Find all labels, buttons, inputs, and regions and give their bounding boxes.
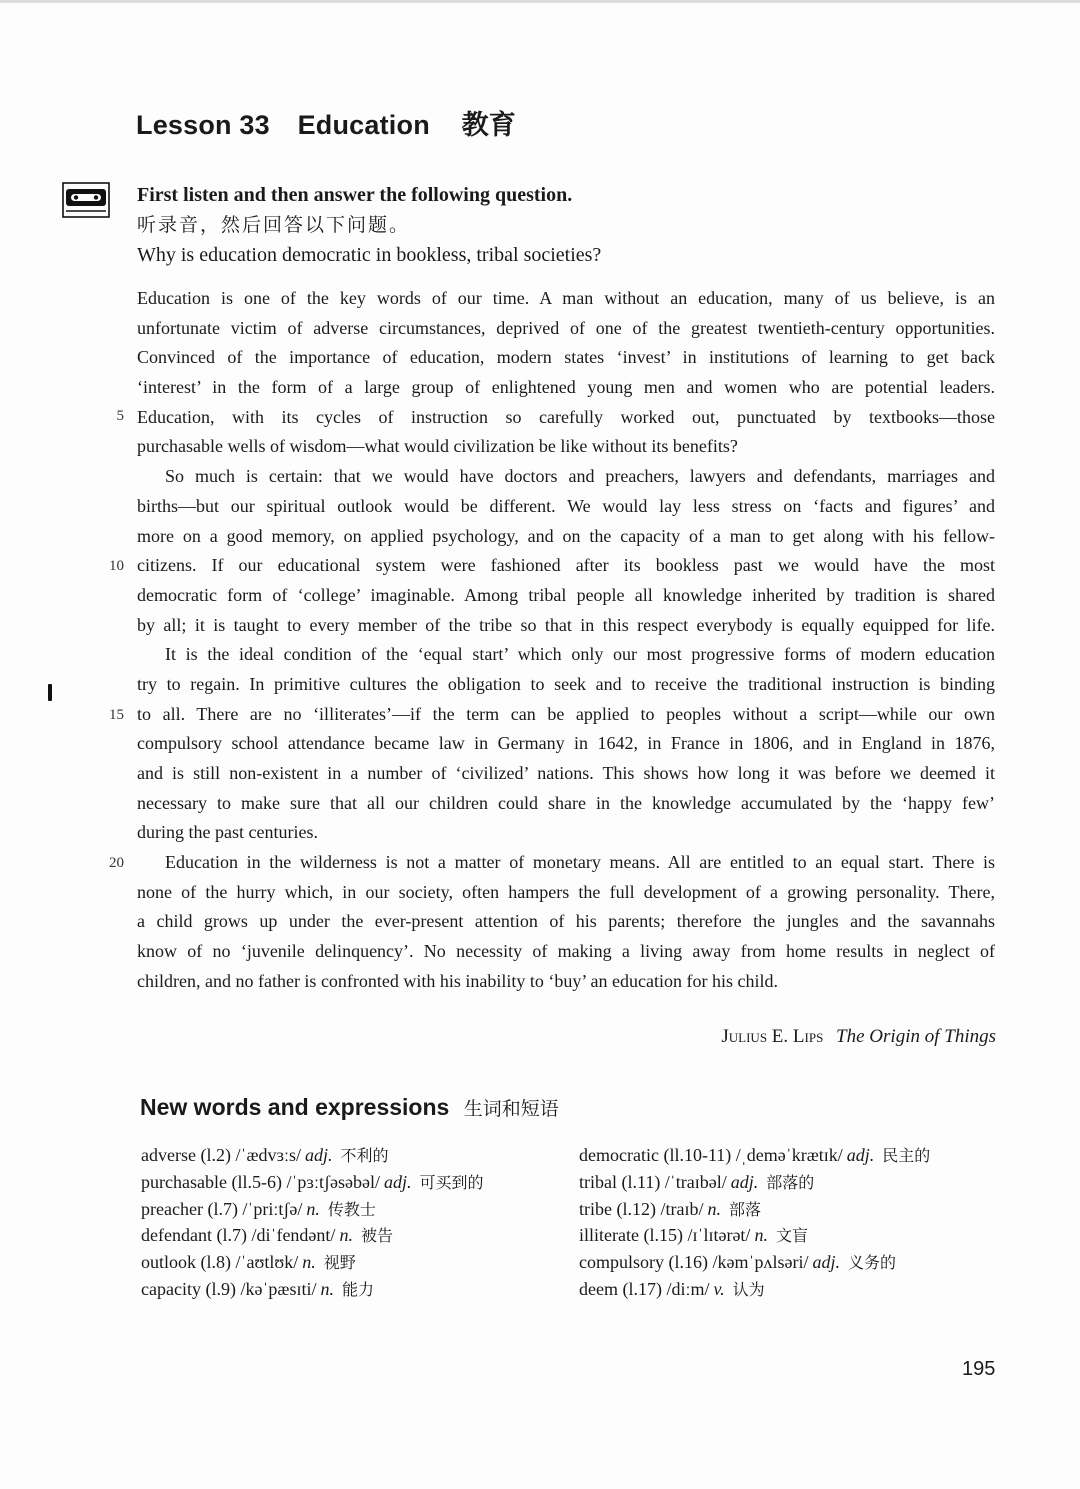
vocab-word: adverse (l.2) /ˈædvɜːs/	[141, 1145, 302, 1165]
cassette-tape-icon	[62, 182, 110, 218]
passage-line: during the past centuries.	[137, 822, 318, 843]
passage-line: try to regain. In primitive cultures the obligation to seek and to receive the traditional instruction is binding	[137, 673, 995, 694]
vocab-heading	[140, 1094, 559, 1121]
lesson-subject: Education	[297, 110, 430, 140]
vocab-item	[579, 1249, 930, 1276]
vocab-word: tribal (l.11) /ˈtraɪbəl/	[579, 1171, 727, 1192]
vocab-word: defendant (l.7) /diˈfendənt/	[141, 1225, 336, 1246]
vocab-word: purchasable (ll.5-6) /ˈpɜːtʃəsəbəl/	[141, 1171, 380, 1192]
passage-line: Convinced of the importance of education, modern states ‘invest’ in institutions of learning to get back	[137, 347, 995, 368]
vocab-pos: v.	[713, 1278, 725, 1299]
vocab-meaning: 民主的	[882, 1146, 931, 1165]
line-number: 5	[116, 408, 124, 424]
vocab-word: compulsory (l.16) /kəmˈpʌlsəri/	[579, 1252, 809, 1273]
lesson-title	[136, 103, 516, 142]
question-instruction-en: First listen and then answer the following question.	[137, 184, 573, 206]
vocab-meaning: 视野	[323, 1253, 356, 1273]
vocab-pos: n.	[302, 1252, 316, 1273]
vocab-item	[141, 1222, 484, 1249]
source-author: Julius E. Lips	[721, 1026, 824, 1047]
vocab-pos: n.	[339, 1225, 353, 1246]
vocab-meaning: 被告	[360, 1226, 393, 1246]
vocab-item	[579, 1169, 930, 1196]
passage-line: citizens. If our educational system were fashioned after its bookless past we would have the most	[137, 555, 995, 576]
line-number: 10	[109, 558, 124, 574]
vocab-item	[141, 1196, 484, 1223]
vocab-meaning: 部落的	[766, 1172, 815, 1192]
vocab-heading-en: New words and expressions	[140, 1094, 450, 1120]
source-citation	[721, 1026, 996, 1048]
passage-line: purchasable wells of wisdom—what would civilization be like without its benefits?	[137, 436, 738, 457]
vocab-pos: adj.	[812, 1252, 840, 1273]
vocab-item	[141, 1276, 484, 1303]
vocab-pos: n.	[320, 1278, 334, 1299]
vocab-item	[579, 1276, 930, 1303]
question-instruction-cn: 听录音，然后回答以下问题。	[137, 214, 411, 236]
passage-line: none of the hurry which, in our society, often hampers the full development of a growing personality. There,	[137, 881, 995, 902]
vocab-meaning: 认为	[732, 1279, 765, 1299]
line-number: 15	[109, 707, 124, 723]
vocab-pos: adj.	[730, 1171, 759, 1192]
vocab-list-right	[579, 1142, 930, 1303]
passage-line: So much is certain: that we would have doctors and preachers, lawyers and defendants, marriages and	[165, 466, 995, 487]
passage-line: a child grows up under the ever-present attention of his parents; therefore the jungles and the savannahs	[137, 911, 995, 932]
passage-line: children, and no father is confronted with his inability to ‘buy’ an education for his child.	[137, 970, 779, 991]
passage-line: compulsory school attendance became law in Germany in 1642, in France in 1806, and in England in 1876,	[137, 733, 995, 754]
page-top-edge	[0, 0, 1080, 3]
vocab-pos: n.	[306, 1198, 320, 1219]
vocab-meaning: 不利的	[340, 1146, 389, 1165]
vocab-word: outlook (l.8) /ˈaʊtlʊk/	[141, 1252, 299, 1273]
vocab-meaning: 传教士	[327, 1199, 376, 1219]
vocab-pos: adj.	[305, 1145, 333, 1165]
vocab-word: capacity (l.9) /kəˈpæsɪti/	[141, 1278, 317, 1299]
lesson-label: Lesson 33	[136, 110, 270, 140]
vocab-pos: n.	[754, 1225, 768, 1246]
passage	[137, 284, 995, 997]
passage-line: births—but our spiritual outlook would be different. We would lay less stress on ‘facts and figures’ and	[137, 495, 995, 516]
passage-line: to all. There are no ‘illiterates’—if the term can be applied to peoples without a script—while our own	[137, 703, 995, 724]
passage-line: know of no ‘juvenile delinquency’. No necessity of making a living away from home results in neglect of	[137, 941, 995, 962]
passage-line: ‘interest’ in the form of a large group of enlightened young men and women who are potential leaders.	[137, 377, 995, 398]
margin-mark	[48, 684, 52, 701]
vocab-item	[579, 1142, 930, 1169]
vocab-pos: n.	[707, 1198, 721, 1219]
vocab-item	[579, 1196, 930, 1223]
vocab-item	[141, 1169, 484, 1196]
page-number: 195	[962, 1358, 996, 1380]
source-book: The Origin of Things	[836, 1026, 996, 1047]
passage-line: and is still non-existent in a number of ‘civilized’ nations. This shows how long it was before we deemed it	[137, 763, 995, 783]
listening-question	[137, 181, 997, 269]
vocab-meaning: 能力	[341, 1279, 374, 1299]
vocab-word: tribe (l.12) /traɪb/	[579, 1198, 704, 1219]
vocab-item	[141, 1142, 484, 1169]
vocab-word: preacher (l.7) /ˈpriːtʃə/	[141, 1198, 303, 1219]
vocab-pos: adj.	[846, 1145, 875, 1165]
question-text: Why is education democratic in bookless, tribal societies?	[137, 244, 602, 266]
passage-line: Education, with its cycles of instruction so carefully worked out, punctuated by textbooks—those	[137, 406, 995, 427]
lesson-title-cn: 教育	[461, 110, 516, 141]
vocab-item	[141, 1249, 484, 1276]
vocab-word: illiterate (l.15) /ɪˈlɪtərət/	[579, 1225, 751, 1246]
vocab-word: deem (l.17) /diːm/	[579, 1278, 710, 1299]
vocab-meaning: 部落	[728, 1199, 761, 1219]
passage-line: It is the ideal condition of the ‘equal start’ which only our most progressive forms of modern education	[165, 644, 995, 665]
vocab-heading-cn: 生词和短语	[463, 1098, 559, 1120]
vocab-meaning: 可买到的	[419, 1172, 484, 1192]
vocab-meaning: 义务的	[847, 1253, 896, 1273]
passage-line: Education in the wilderness is not a matter of monetary means. All are entitled to an equal start. There is	[165, 852, 995, 873]
line-number: 20	[109, 855, 124, 871]
passage-line: necessary to make sure that all our children could share in the knowledge accumulated by the ‘happy few’	[137, 792, 995, 813]
passage-line: Education is one of the key words of our time. A man without an education, many of us believe, is an	[137, 288, 995, 308]
passage-line: democratic form of ‘college’ imaginable. Among tribal people all knowledge inherited by tradition is shared	[137, 584, 995, 605]
vocab-meaning: 文盲	[775, 1226, 808, 1246]
vocab-pos: adj.	[383, 1171, 412, 1192]
passage-line: more on a good memory, on applied psychology, and on the capacity of a man to get along with his fellow-	[137, 525, 995, 546]
vocab-word: democratic (ll.10-11) /ˌdeməˈkrætɪk/	[579, 1145, 843, 1165]
passage-line: unfortunate victim of adverse circumstances, deprived of one of the greatest twentieth-century opportunities.	[137, 317, 995, 338]
vocab-item	[579, 1222, 930, 1249]
passage-line: by all; it is taught to every member of the tribe so that in this respect everybody is equally equipped for life.	[137, 614, 995, 635]
vocab-list-left	[141, 1142, 484, 1303]
